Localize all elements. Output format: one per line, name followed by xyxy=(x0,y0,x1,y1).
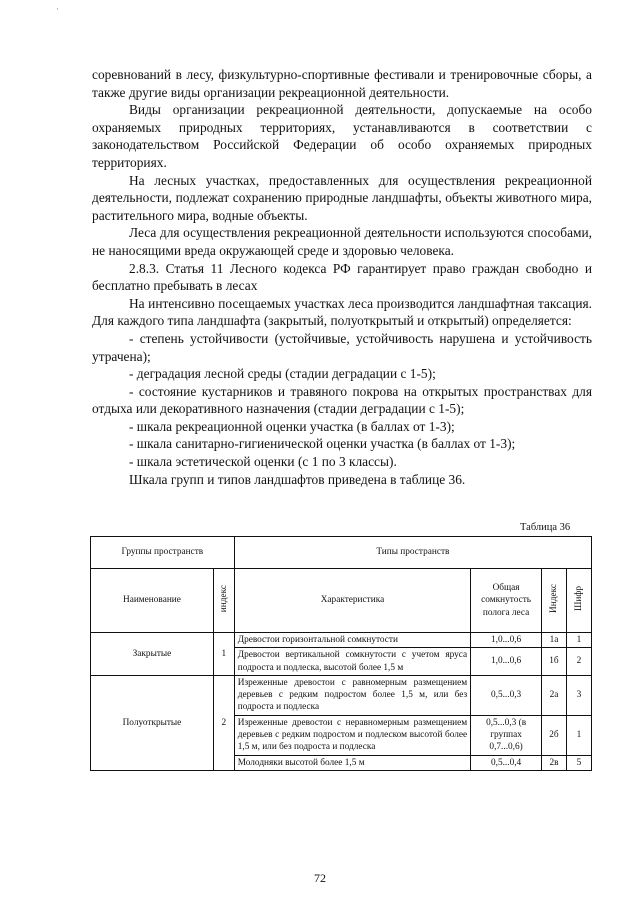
row-idx: 2в xyxy=(541,755,566,770)
group-index: 1 xyxy=(213,633,234,676)
row-idx: 2а xyxy=(541,675,566,715)
table-row xyxy=(91,633,592,648)
row-char: Древостои горизонтальной сомкнутости xyxy=(234,633,470,648)
paragraph: 2.8.3. Статья 11 Лесного кодекса РФ гарантирует право граждан свободно и бесплатно пребывать в лесах xyxy=(92,260,592,294)
col-char-header: Характеристика xyxy=(234,569,470,633)
page-number: 72 xyxy=(314,871,326,885)
row-density: 1,0...0,6 xyxy=(471,648,542,676)
group-name: Полуоткрытые xyxy=(91,675,214,770)
list-item: - шкала санитарно-гигиенической оценки участка (в баллах от 1-3); xyxy=(129,436,516,452)
row-char: Древостои вертикальной сомкнутости с учетом яруса подроста и подлеска, высотой более 1,5 м xyxy=(234,648,470,676)
row-idx: 1а xyxy=(541,633,566,648)
col-density-header: Общая сомкнутость полога леса xyxy=(471,569,542,633)
row-char: Изреженные древостои с неравномерным размещением деревьев с редким подростом и подлеском высотой более 1,5 м, или без подроста и подлеска xyxy=(234,715,470,755)
table-caption: Таблица 36 xyxy=(520,522,571,533)
row-code: 5 xyxy=(566,755,591,770)
landscape-table xyxy=(90,536,592,771)
row-code: 1 xyxy=(566,715,591,755)
group-index: 2 xyxy=(213,675,234,770)
paragraph: Виды организации рекреационной деятельности, допускаемые на особо охраняемых природных территориях, устанавливаются в соответствии с законодательством Российской Федерации об особо охраняемых природных территориях. xyxy=(92,102,592,170)
col-name-header: Наименование xyxy=(91,569,214,633)
paragraph: Шкала групп и типов ландшафтов приведена в таблице 36. xyxy=(129,471,466,487)
list-item: - степень устойчивости (устойчивые, устойчивость нарушена и устойчивость утрачена); xyxy=(92,330,592,364)
col-code-header: Шифр xyxy=(566,569,591,633)
header-groups: Группы пространств xyxy=(91,537,235,569)
list-item: - шкала эстетической оценки (с 1 по 3 классы). xyxy=(129,454,397,470)
list-item: - деградация лесной среды (стадии деградации с 1-5); xyxy=(129,366,436,382)
corner-mark: · xyxy=(56,4,59,14)
row-char: Изреженные древостои с равномерным размещением деревьев с редким подростом более 1,5 м, или без подроста и подлеска xyxy=(234,675,470,715)
row-char: Молодняки высотой более 1,5 м xyxy=(234,755,470,770)
row-density: 0,5...0,3 xyxy=(471,675,542,715)
row-idx: 1б xyxy=(541,648,566,676)
col-index2-header: Индекс xyxy=(541,569,566,633)
table-row xyxy=(91,675,592,715)
list-item: - состояние кустарников и травяного покрова на открытых пространствах для отдыха или декоративного назначения (стадии деградации с 1-5); xyxy=(92,383,592,417)
row-code: 3 xyxy=(566,675,591,715)
row-density: 1,0...0,6 xyxy=(471,633,542,648)
row-density: 0,5...0,3 (в группах 0,7...0,6) xyxy=(471,715,542,755)
col-index1-header: индекс xyxy=(213,569,234,633)
row-density: 0,5...0,4 xyxy=(471,755,542,770)
header-types: Типы пространств xyxy=(234,537,591,569)
paragraph: Леса для осуществления рекреационной деятельности используются способами, не наносящими вреда окружающей среде и здоровью человека. xyxy=(92,225,592,258)
body-text xyxy=(92,66,592,488)
list-item: - шкала рекреационной оценки участка (в баллах от 1-3); xyxy=(129,418,455,434)
group-name: Закрытые xyxy=(91,633,214,676)
paragraph: На лесных участках, предоставленных для осуществления рекреационной деятельности, подлежат сохранению природные ландшафты, объекты животного мира, растительного мира, водные объекты. xyxy=(92,172,592,223)
paragraph: На интенсивно посещаемых участках леса производится ландшафтная таксация. Для каждого типа ландшафта (закрытый, полуоткрытый и открытый) определяется: xyxy=(92,295,592,329)
paragraph: соревнований в лесу, физкультурно-спортивные фестивали и тренировочные сборы, а также другие виды организации рекреационной деятельности. xyxy=(92,67,592,100)
row-idx: 2б xyxy=(541,715,566,755)
row-code: 2 xyxy=(566,648,591,676)
row-code: 1 xyxy=(566,633,591,648)
